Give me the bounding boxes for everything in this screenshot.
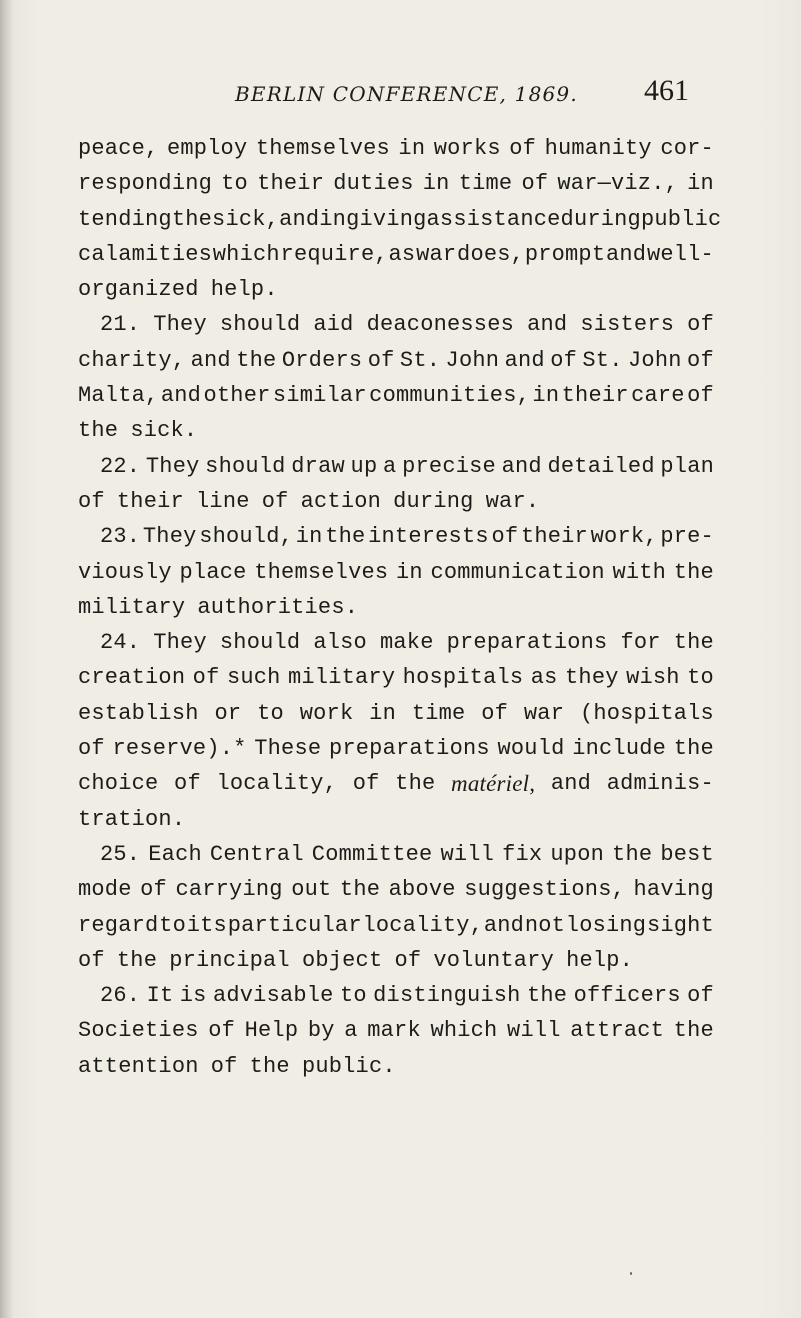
text-line: peace, employ themselves in works of humanity cor- (78, 136, 714, 161)
running-head: BERLIN CONFERENCE, 1869. (235, 82, 578, 106)
text-line: establish or to work in time of war (hospitals (78, 700, 714, 726)
text-line: charity, and the Orders of St. John and of St. John of (78, 347, 714, 373)
print-speck (630, 1272, 632, 1275)
text-line: 24. They should also make preparations for the (100, 630, 714, 656)
body-text (78, 131, 722, 1084)
text-line: mode of carrying out the above suggestions, having (78, 877, 714, 903)
text-line: attention of the public. (78, 1053, 396, 1079)
text-line: of their line of action during war. (78, 488, 540, 514)
text-line: Malta, and other similar communities, in their care of (78, 383, 714, 409)
text-line: of the principal object of voluntary help. (78, 947, 634, 973)
text-line: the sick. (78, 418, 198, 444)
text-line: creation of such military hospitals as they wish to (78, 665, 714, 691)
text-line: choice of locality, of the matériel, and adminis- (78, 771, 714, 797)
text-line: 21. They should aid deaconesses and sisters of (100, 312, 714, 338)
text-line: viously place themselves in communication with the (78, 559, 714, 585)
text-line: responding to their duties in time of war—viz., in (78, 171, 714, 197)
text-line: organized help. (78, 277, 278, 303)
page-binding-edge (0, 0, 12, 1318)
text-line: calamities which require, as war does, prompt and well- (78, 241, 714, 267)
text-line: 25. Each Central Committee will fix upon the best (100, 841, 714, 867)
text-line: 22. They should draw up a precise and detailed plan (100, 453, 714, 479)
text-line: 26. It is advisable to distinguish the officers of (100, 983, 714, 1009)
text-line: tending the sick, and in giving assistance during public (78, 206, 722, 232)
text-line: of reserve).* These preparations would include the (78, 736, 714, 762)
page-number: 461 (644, 74, 689, 107)
text-line: Societies of Help by a mark which will attract the (78, 1018, 714, 1044)
page-header (0, 68, 801, 118)
text-line: military authorities. (78, 594, 359, 620)
text-line: tration. (78, 806, 186, 832)
text-line: 23. They should, in the interests of their work, pre- (100, 524, 714, 550)
text-line: regard to its particular locality, and not losing sight (78, 912, 714, 938)
